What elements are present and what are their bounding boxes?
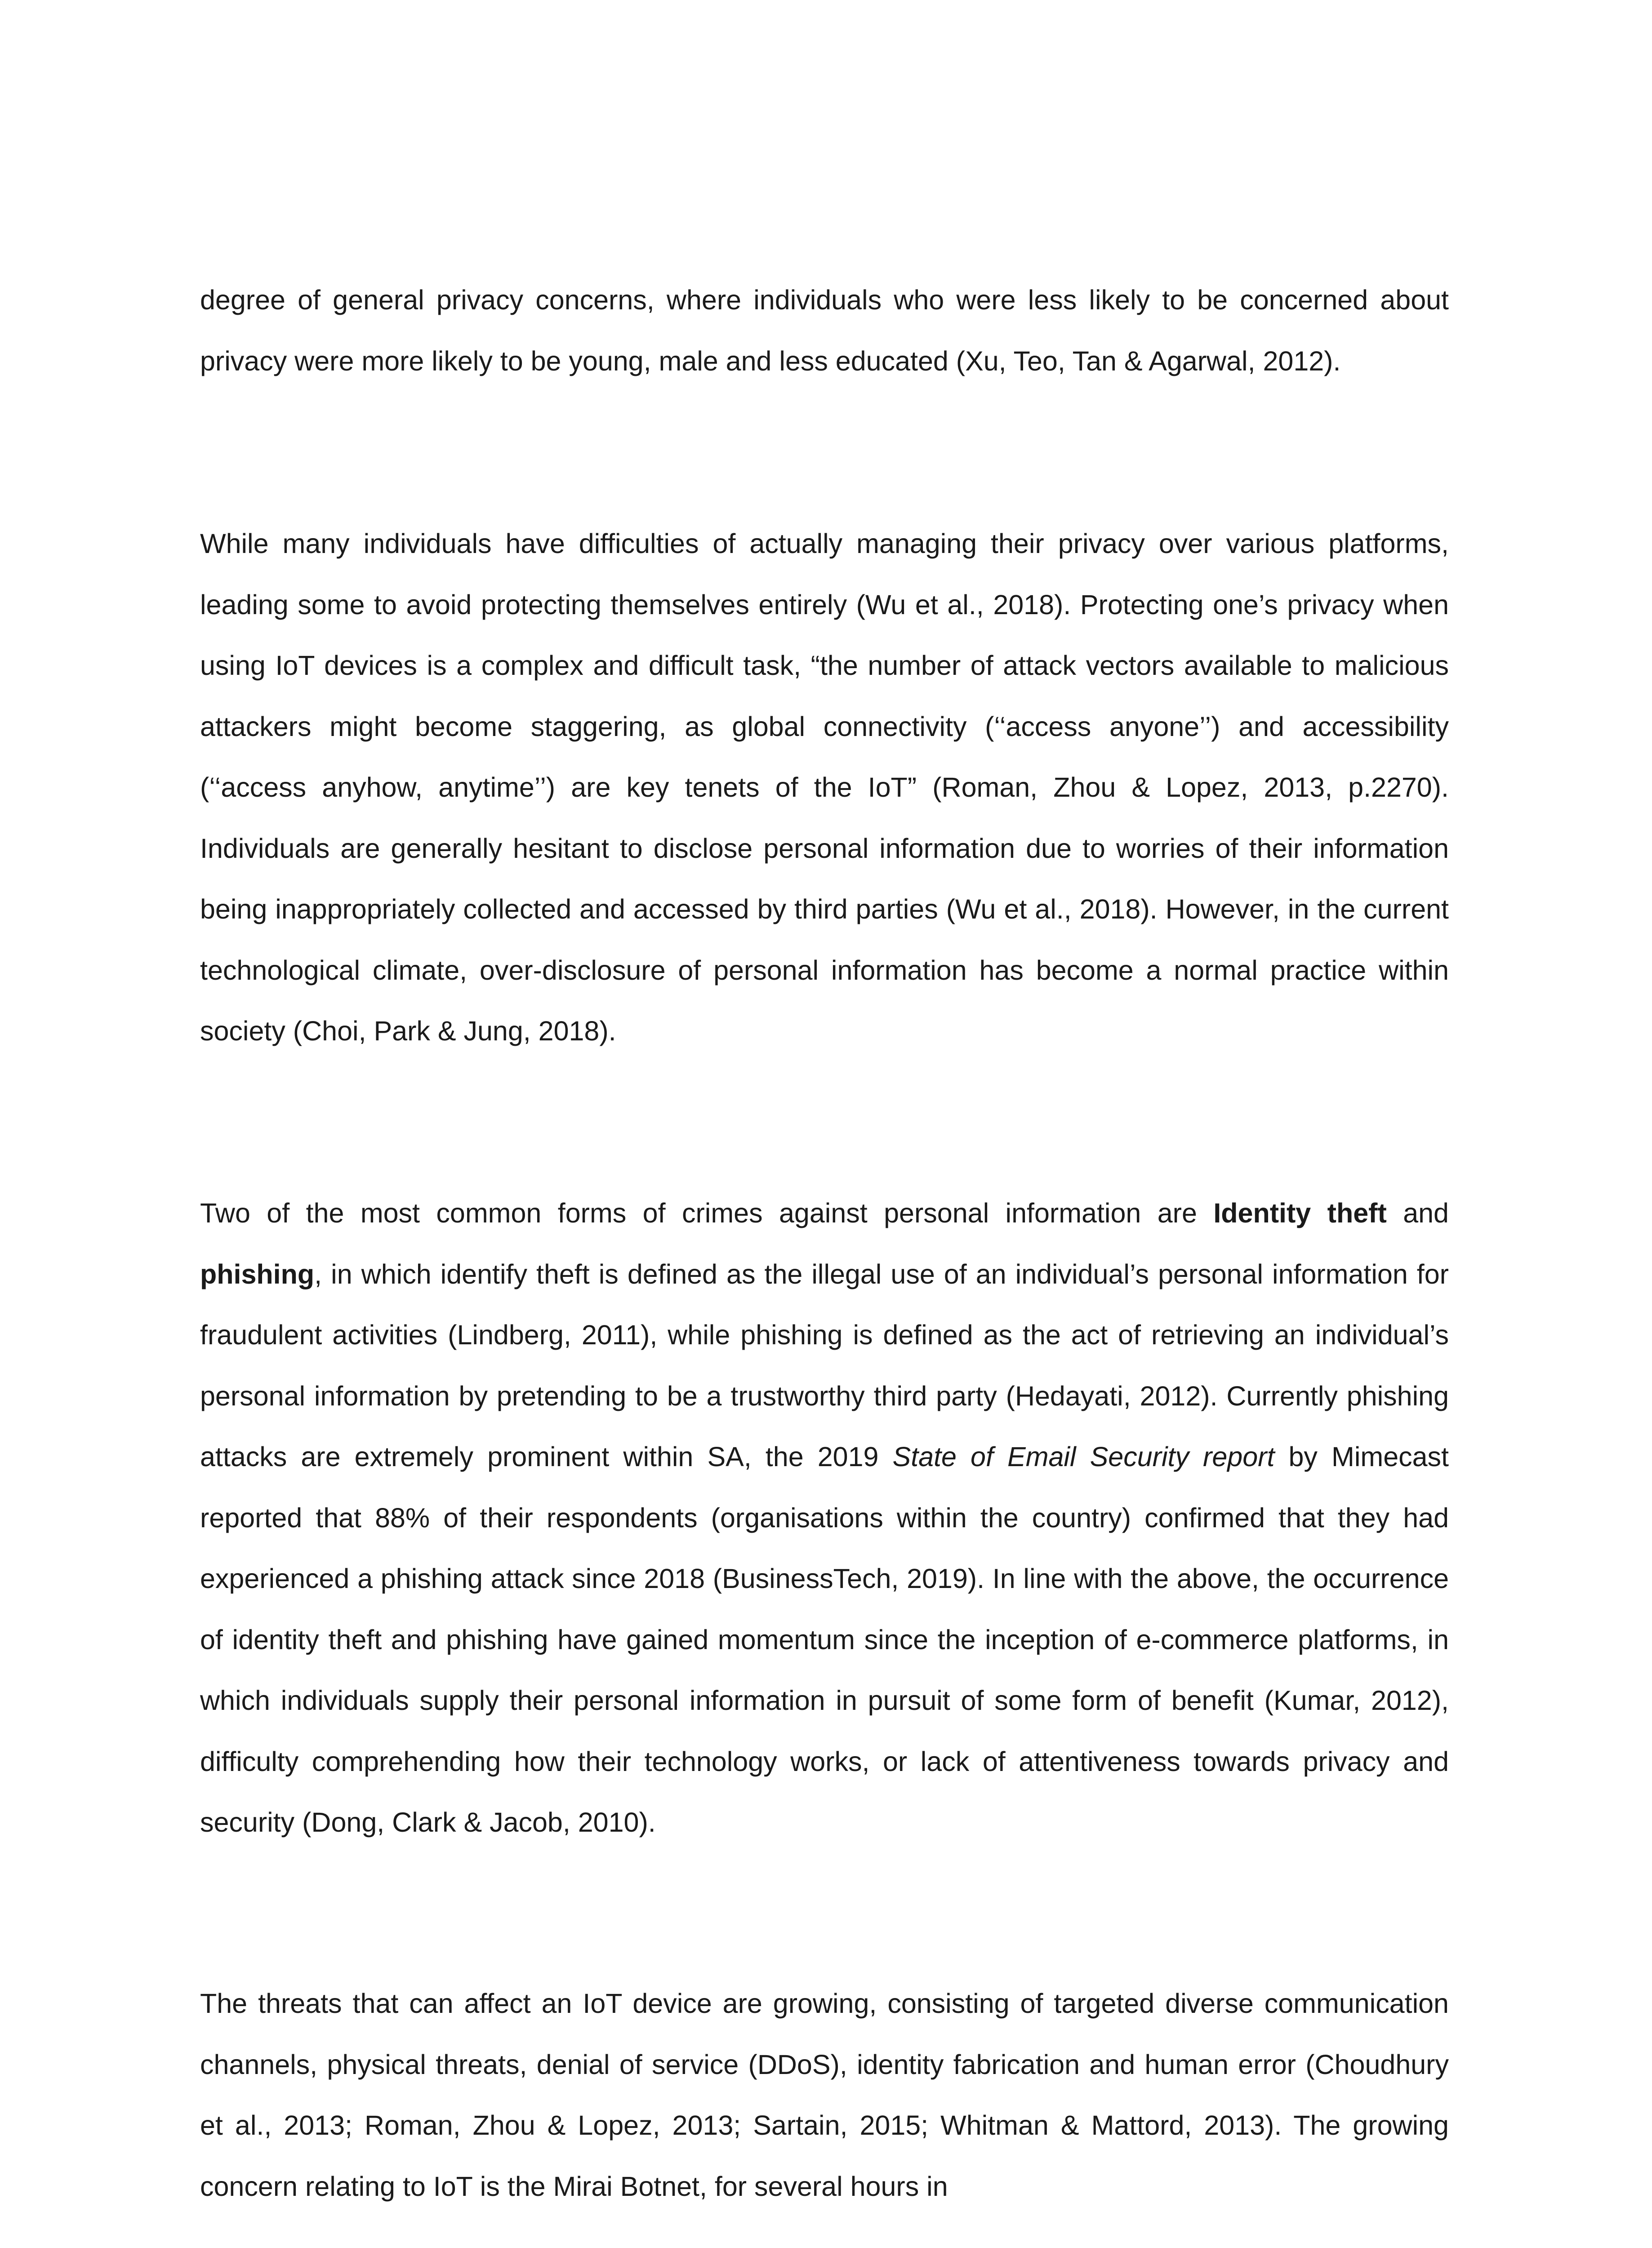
text-segment: degree of general privacy concerns, where individuals who were less likely to be concerned about privacy were more likely to be young, male and less educated (Xu, Teo, Tan & Agarwal, 2012). <box>200 285 1449 376</box>
paragraph-identity-theft-phishing <box>200 1183 1449 1853</box>
text-segment: Two of the most common forms of crimes against personal information are <box>200 1198 1214 1228</box>
bold-term-phishing: phishing <box>200 1258 315 1289</box>
paragraph-iot-threats <box>200 1973 1449 2217</box>
bold-term-identity-theft: Identity theft <box>1213 1198 1387 1228</box>
text-segment: , in which identify theft is defined as the illegal use of an individual’s personal information for fraudulent activities (Lindberg, 2011), while phishing is defined as the act of retrieving an individual’s personal information by pretending to be a trustworthy third party (Hedayati, 2012). Currently phishing attacks are extremely prominent within SA, the 2019 <box>200 1258 1449 1472</box>
italic-report-title: State of Email Security report <box>892 1441 1275 1472</box>
paragraph-managing-privacy <box>200 513 1449 1062</box>
text-segment: While many individuals have difficulties of actually managing their privacy over various platforms, leading some to avoid protecting themselves entirely (Wu et al., 2018). Protecting one’s privacy when using IoT devices is a complex and difficult task, “the number of attack vectors available to malicious attackers might become staggering, as global connectivity (‘‘access anyone’’) and accessibility (‘‘access anyhow, anytime’’) are key tenets of the IoT” (Roman, Zhou & Lopez, 2013, p.2270). Individuals are generally hesitant to disclose personal information due to worries of their information being inappropriately collected and accessed by third parties (Wu et al., 2018). However, in the current technological climate, over-disclosure of personal information has become a normal practice within society (Choi, Park & Jung, 2018). <box>200 528 1449 1046</box>
text-segment: and <box>1386 1198 1449 1228</box>
text-segment: The threats that can affect an IoT device are growing, consisting of targeted diverse communication channels, physical threats, denial of service (DDoS), identity fabrication and human error (Choudhury et al., 2013; Roman, Zhou & Lopez, 2013; Sartain, 2015; Whitman & Mattord, 2013). The growing concern relating to IoT is the Mirai Botnet, for several hours in <box>200 1988 1449 2202</box>
text-segment: by Mimecast reported that 88% of their respondents (organisations within the country) confirmed that they had experienced a phishing attack since 2018 (BusinessTech, 2019). In line with the above, the occurrence of identity theft and phishing have gained momentum since the inception of e-commerce platforms, in which individuals supply their personal information in pursuit of some form of benefit (Kumar, 2012), difficulty comprehending how their technology works, or lack of attentiveness towards privacy and security (Dong, Clark & Jacob, 2010). <box>200 1441 1449 1838</box>
paragraph-privacy-concerns <box>200 270 1449 392</box>
